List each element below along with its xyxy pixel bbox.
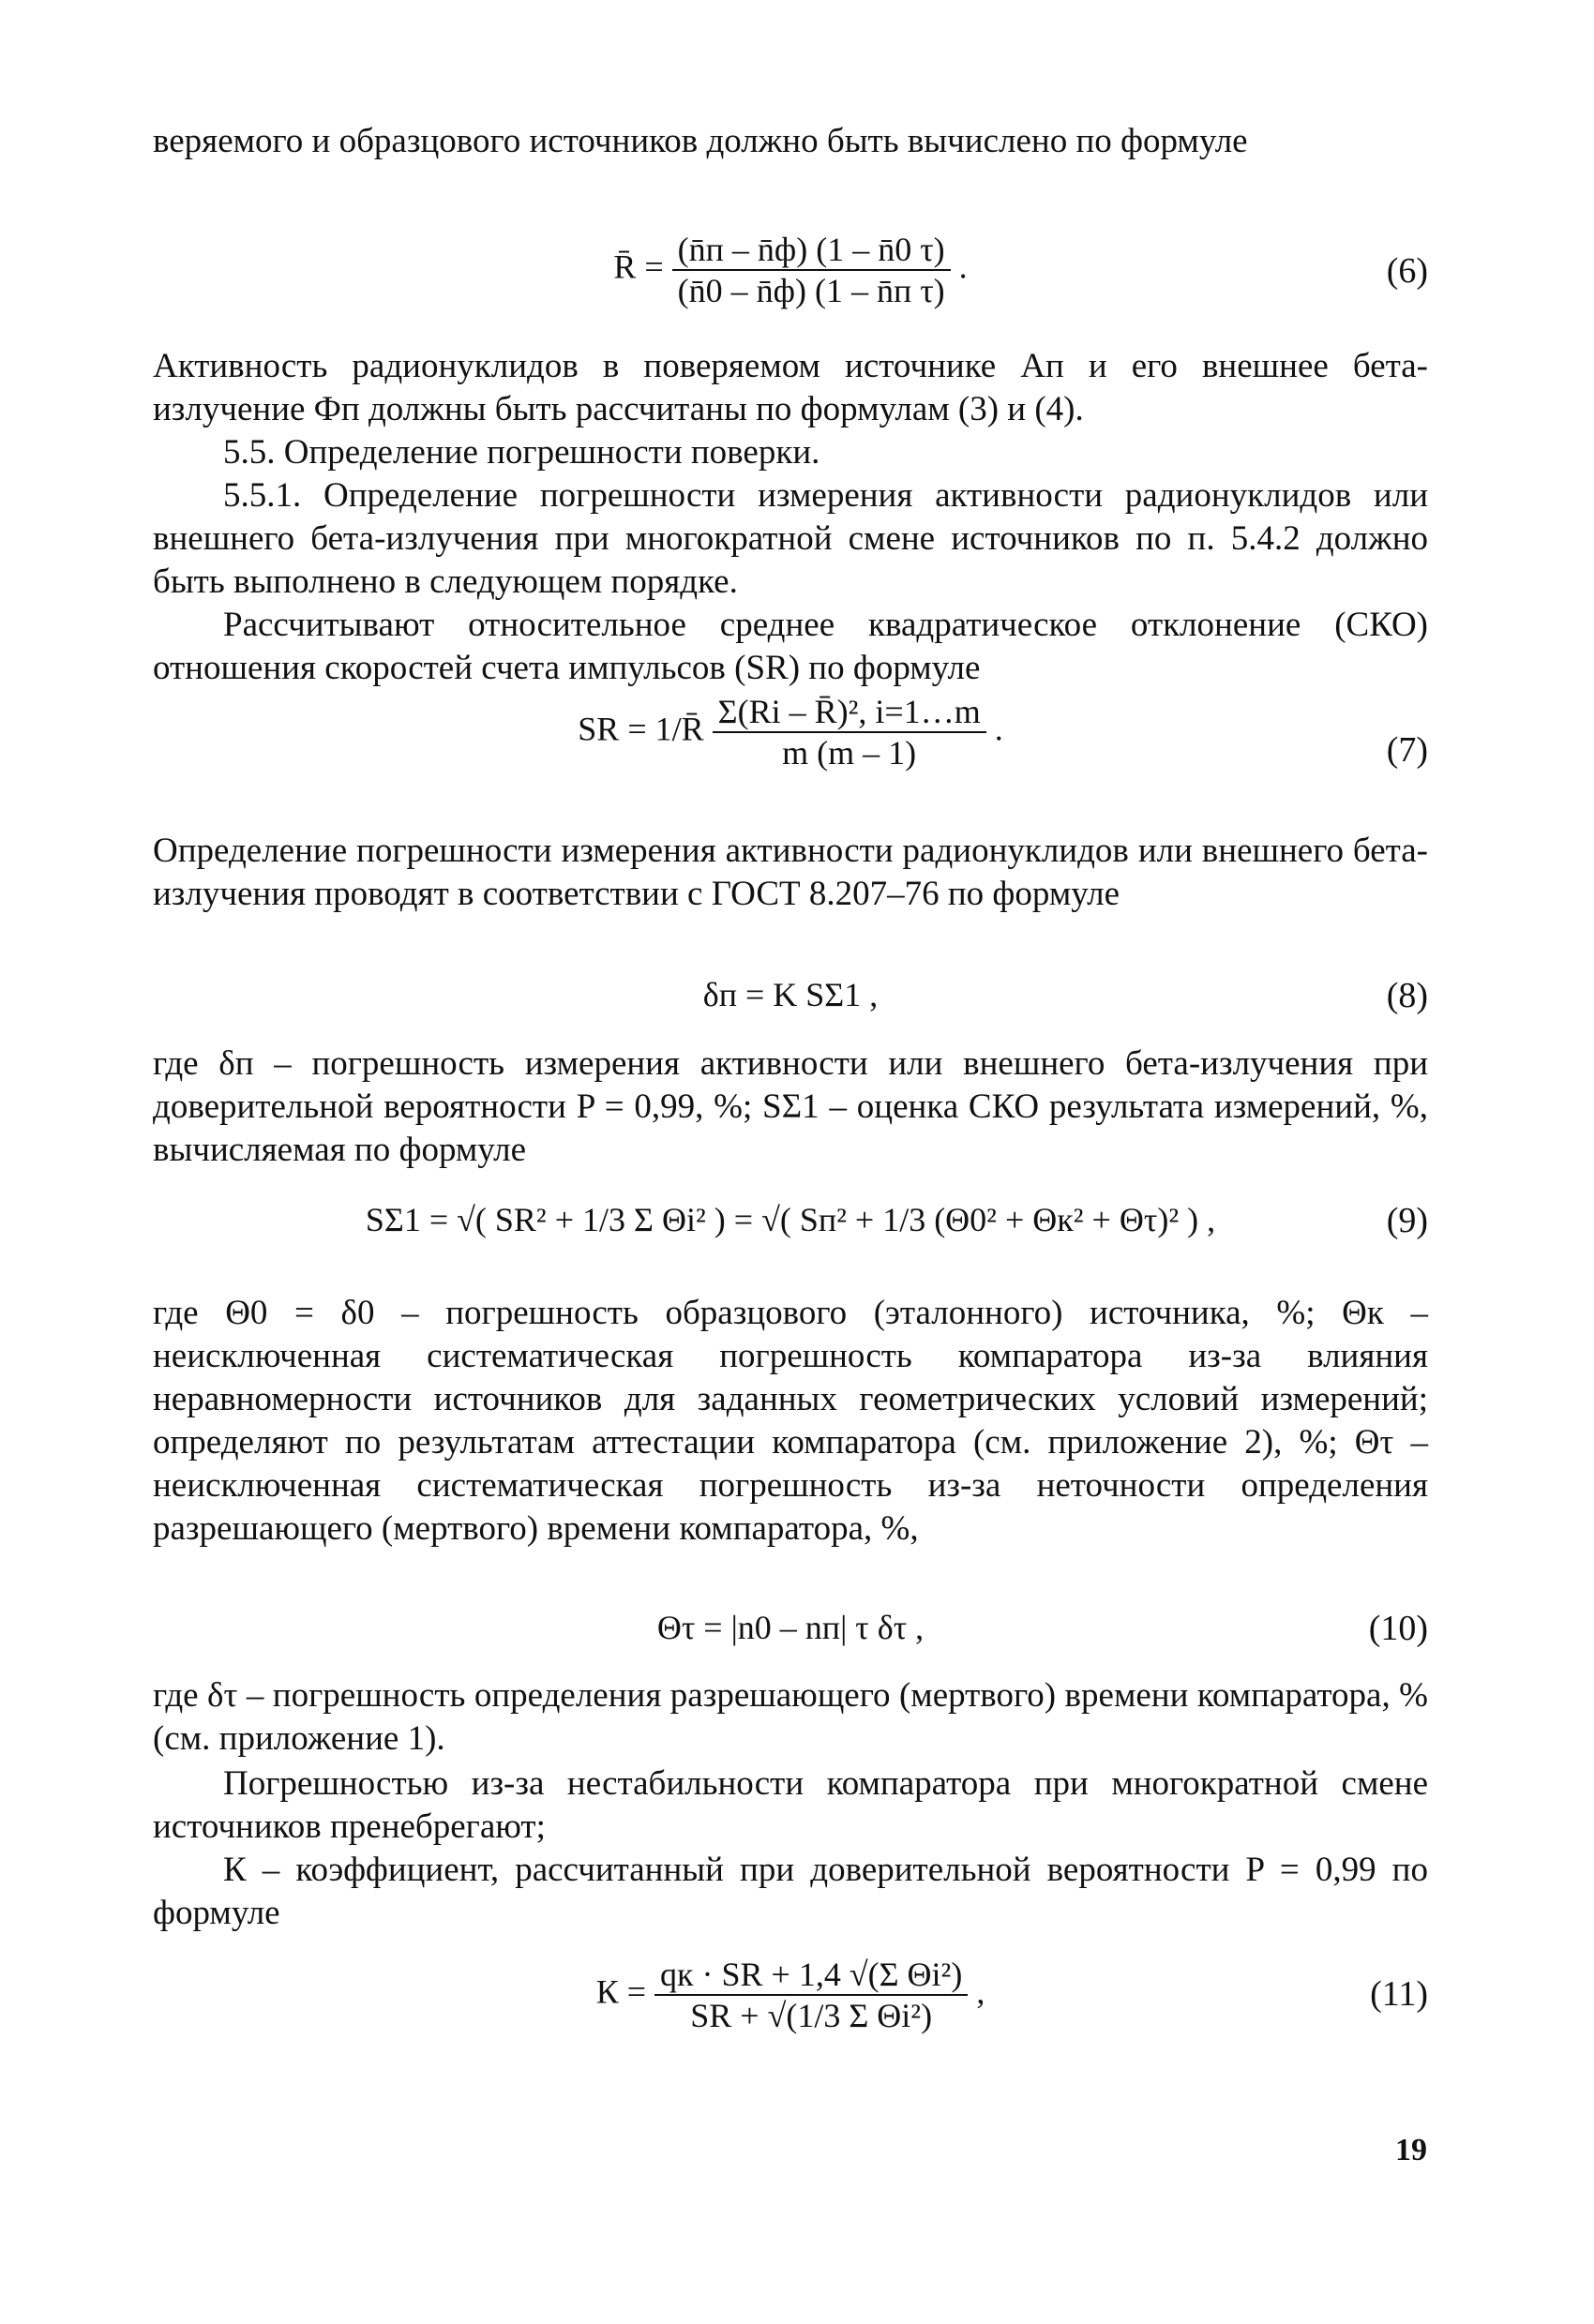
eq6-tail: .: [958, 247, 968, 286]
paragraph-activity: Активность радионуклидов в поверяемом источнике Aп и его внешнее бета-излучение Фп должны быть рассчитаны по формулам (3) и (4).: [153, 347, 1428, 428]
eq8-number: (8): [1386, 976, 1428, 1015]
eq11-tail: ,: [976, 1972, 985, 2011]
section-5-5-1-paragraph: 5.5.1. Определение погрешности измерения активности радионуклидов или внешнего бета-излучения при многократной смене источников по п. 5.4.2 должно быть выполнено в следующем порядке.: [153, 476, 1428, 601]
paragraph-intro: веряемого и образцового источников должно быть вычислено по формуле: [153, 122, 1248, 160]
eq11-lhs: К =: [595, 1972, 647, 2011]
eq6-numerator: (n̄п – n̄ф) (1 – n̄0 τ): [672, 230, 951, 271]
paragraph-gost: Определение погрешности измерения активности радионуклидов или внешнего бета-излучения проводят в соответствии с ГОСТ 8.207–76 по формуле: [153, 832, 1428, 913]
equation-6: [153, 230, 1428, 314]
equation-9: [153, 1200, 1428, 1284]
eq10-body: Θτ = |n0 – nп| τ δτ ,: [656, 1609, 925, 1646]
eq6-denominator: (n̄0 – n̄ф) (1 – n̄п τ): [677, 272, 945, 309]
page-number: 19: [1395, 2133, 1427, 2167]
eq8-body: δп = K SΣ1 ,: [702, 976, 879, 1013]
eq7-denominator: m (m – 1): [782, 734, 917, 772]
eq7-number: (7): [1386, 730, 1428, 770]
equation-11: [153, 1955, 1428, 2039]
eq11-number: (11): [1370, 1974, 1428, 2014]
eq6-number: (6): [1386, 251, 1428, 291]
eq11-numerator: qк · SR + 1,4 √(Σ Θi²): [654, 1955, 968, 1996]
eq7-tail: .: [994, 710, 1003, 748]
equation-7: [153, 692, 1428, 776]
paragraph-sko: Рассчитывают относительное среднее квадратическое отклонение (СКО) отношения скоростей счета импульсов (SR) по формуле: [153, 606, 1428, 687]
eq10-number: (10): [1368, 1609, 1428, 1648]
eq9-body: SΣ1 = √( SR² + 1/3 Σ Θi² ) = √( Sп² + 1/3 (Θ0² + Θк² + Θτ)² ) ,: [365, 1201, 1216, 1238]
paragraph-k-coefficient: К – коэффициент, рассчитанный при доверительной вероятности P = 0,99 по формуле: [153, 1851, 1428, 1932]
eq7-coef: 1/R̄: [654, 710, 704, 748]
eq7-numerator: Σ(Ri – R̄)², i=1…m: [713, 692, 986, 733]
paragraph-where-delta-tau: где δτ – погрешность определения разрешающего (мертвого) времени компаратора, % (см. приложение 1).: [153, 1676, 1428, 1758]
eq9-number: (9): [1386, 1201, 1428, 1240]
section-5-5-heading: 5.5. Определение погрешности поверки.: [223, 433, 820, 472]
paragraph-instability: Погрешностью из-за нестабильности компаратора при многократной смене источников пренебрегают;: [153, 1764, 1428, 1846]
eq7-lhs: SR =: [578, 710, 647, 748]
eq11-denominator: SR + √(1/3 Σ Θi²): [690, 1997, 933, 2034]
paragraph-where-theta: где Θ0 = δ0 – погрешность образцового (эталонного) источника, %; Θк – неисключенная систематическая погрешность компаратора из-за влияния неравномерности источников для заданных геометрических условий измерений; определяют по результатам аттестации компаратора (см. приложение 2), %; Θτ – неисключенная систематическая погрешность из-за неточности определения разрешающего (мертвого) времени компаратора, %,: [153, 1294, 1428, 1548]
paragraph-where-delta: где δп – погрешность измерения активности или внешнего бета-излучения при доверительной вероятности P = 0,99, %; SΣ1 – оценка СКО результата измерений, %, вычисляемая по формуле: [153, 1044, 1428, 1169]
eq6-lhs: R̄ =: [613, 247, 664, 286]
